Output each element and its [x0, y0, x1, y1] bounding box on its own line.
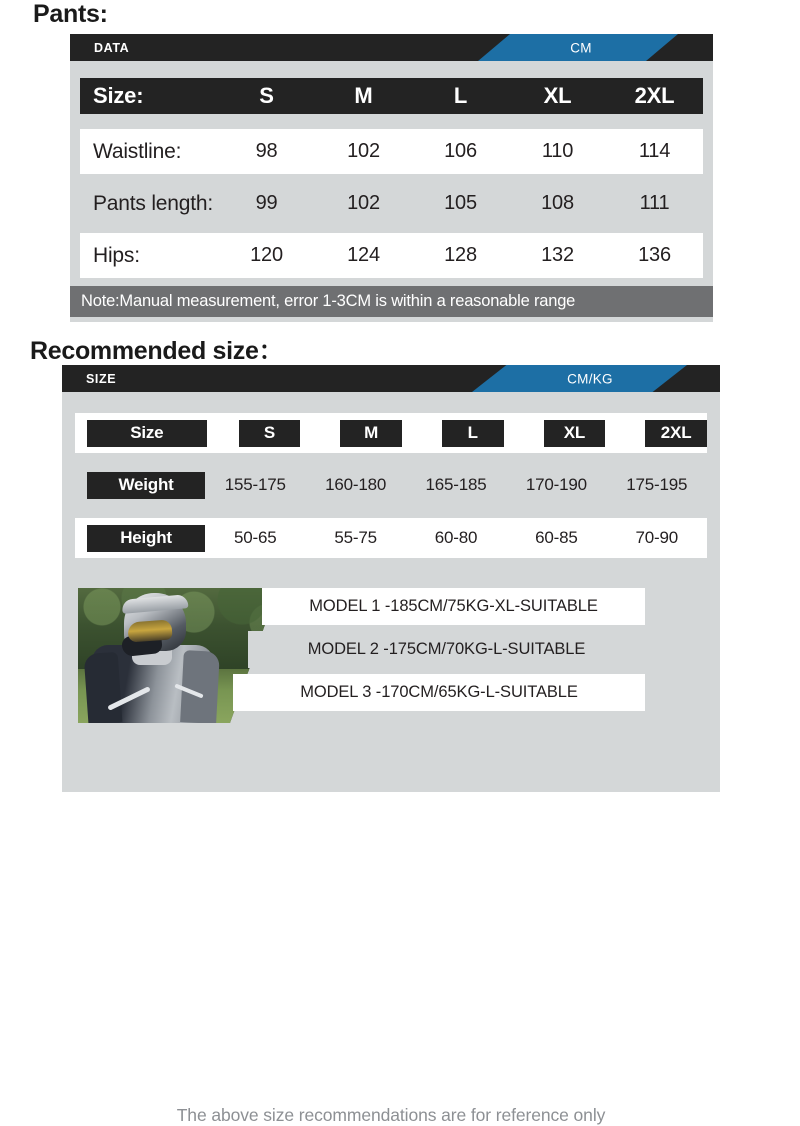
- waistline-2xl: 114: [638, 140, 671, 162]
- header-size-xl: XL: [543, 83, 572, 108]
- model-3-text: MODEL 3 -170CM/65KG-L-SUITABLE: [300, 683, 578, 701]
- hips-xl: 132: [541, 244, 574, 266]
- header-size-2xl: 2XL: [634, 83, 675, 108]
- banner-unit-cm: CM: [570, 40, 592, 55]
- header-chip-xl: XL: [544, 420, 606, 447]
- banner-unit-cm-kg: CM/KG: [567, 371, 613, 386]
- photo-helmet-visor: [127, 619, 172, 642]
- model-recommendation-row: [262, 588, 645, 625]
- weight-m: 160-180: [325, 475, 387, 494]
- photo-rider-shoulder-right: [180, 650, 220, 723]
- row-label-pants-length: Pants length:: [93, 191, 213, 215]
- header-chip-s: S: [239, 420, 301, 447]
- recommended-row-weight: [75, 465, 707, 505]
- pants-length-xl: 108: [541, 192, 574, 214]
- header-chip-2xl: 2XL: [645, 420, 707, 447]
- header-chip-l: L: [442, 420, 504, 447]
- hips-l: 128: [444, 244, 477, 266]
- waistline-l: 106: [444, 140, 477, 162]
- pants-table-header-row: [80, 78, 703, 114]
- recommended-row-height: [75, 518, 707, 558]
- header-size-s: S: [259, 83, 274, 108]
- header-chip-size: Size: [87, 420, 207, 447]
- height-s: 50-65: [234, 528, 277, 547]
- measurement-note: Note:Manual measurement, error 1-3CM is within a reasonable range: [70, 286, 713, 317]
- table-row-pants-length: [80, 181, 703, 226]
- pants-card-banner: [70, 34, 713, 61]
- header-size-l: L: [453, 83, 468, 108]
- pants-length-m: 102: [347, 192, 380, 214]
- pants-length-s: 99: [255, 192, 278, 214]
- weight-s: 155-175: [224, 475, 286, 494]
- weight-l: 165-185: [425, 475, 487, 494]
- recommended-section-heading: Recommended size：: [30, 337, 284, 365]
- pants-size-card: [70, 34, 713, 322]
- recommended-card-banner: [62, 365, 720, 392]
- height-2xl: 70-90: [635, 528, 679, 547]
- table-row-hips: [80, 233, 703, 278]
- row-label-waistline: Waistline:: [93, 139, 182, 163]
- row-chip-weight: Weight: [87, 472, 205, 499]
- pants-length-l: 105: [444, 192, 477, 214]
- photo-rider-shoulder-left: [84, 652, 123, 723]
- recommended-size-card: [62, 365, 720, 1125]
- banner-title-data: DATA: [94, 40, 130, 55]
- header-size-m: M: [354, 83, 373, 108]
- model-recommendation-row: [233, 674, 645, 711]
- pants-length-2xl: 111: [639, 192, 670, 214]
- pants-section-heading: Pants:: [33, 0, 108, 28]
- hips-m: 124: [347, 244, 380, 266]
- table-row-waistline: [80, 129, 703, 174]
- weight-2xl: 175-195: [626, 475, 688, 494]
- height-l: 60-80: [434, 528, 478, 547]
- height-xl: 60-85: [535, 528, 578, 547]
- hips-2xl: 136: [638, 244, 671, 266]
- header-chip-m: M: [340, 420, 402, 447]
- banner-title-size: SIZE: [86, 371, 117, 386]
- row-label-hips: Hips:: [93, 243, 140, 267]
- header-label-size: Size:: [93, 83, 144, 108]
- hips-s: 120: [250, 244, 283, 266]
- waistline-xl: 110: [541, 140, 574, 162]
- weight-xl: 170-190: [525, 475, 587, 494]
- model-1-text: MODEL 1 -185CM/75KG-XL-SUITABLE: [309, 597, 598, 615]
- row-chip-height: Height: [87, 525, 205, 552]
- height-m: 55-75: [334, 528, 377, 547]
- model-recommendation-row: [248, 631, 645, 668]
- waistline-s: 98: [255, 140, 278, 162]
- waistline-m: 102: [347, 140, 380, 162]
- reference-only-note: The above size recommendations are for reference only: [176, 1105, 606, 1125]
- recommended-header-row: [75, 413, 707, 453]
- model-2-text: MODEL 2 -175CM/70KG-L-SUITABLE: [307, 640, 586, 658]
